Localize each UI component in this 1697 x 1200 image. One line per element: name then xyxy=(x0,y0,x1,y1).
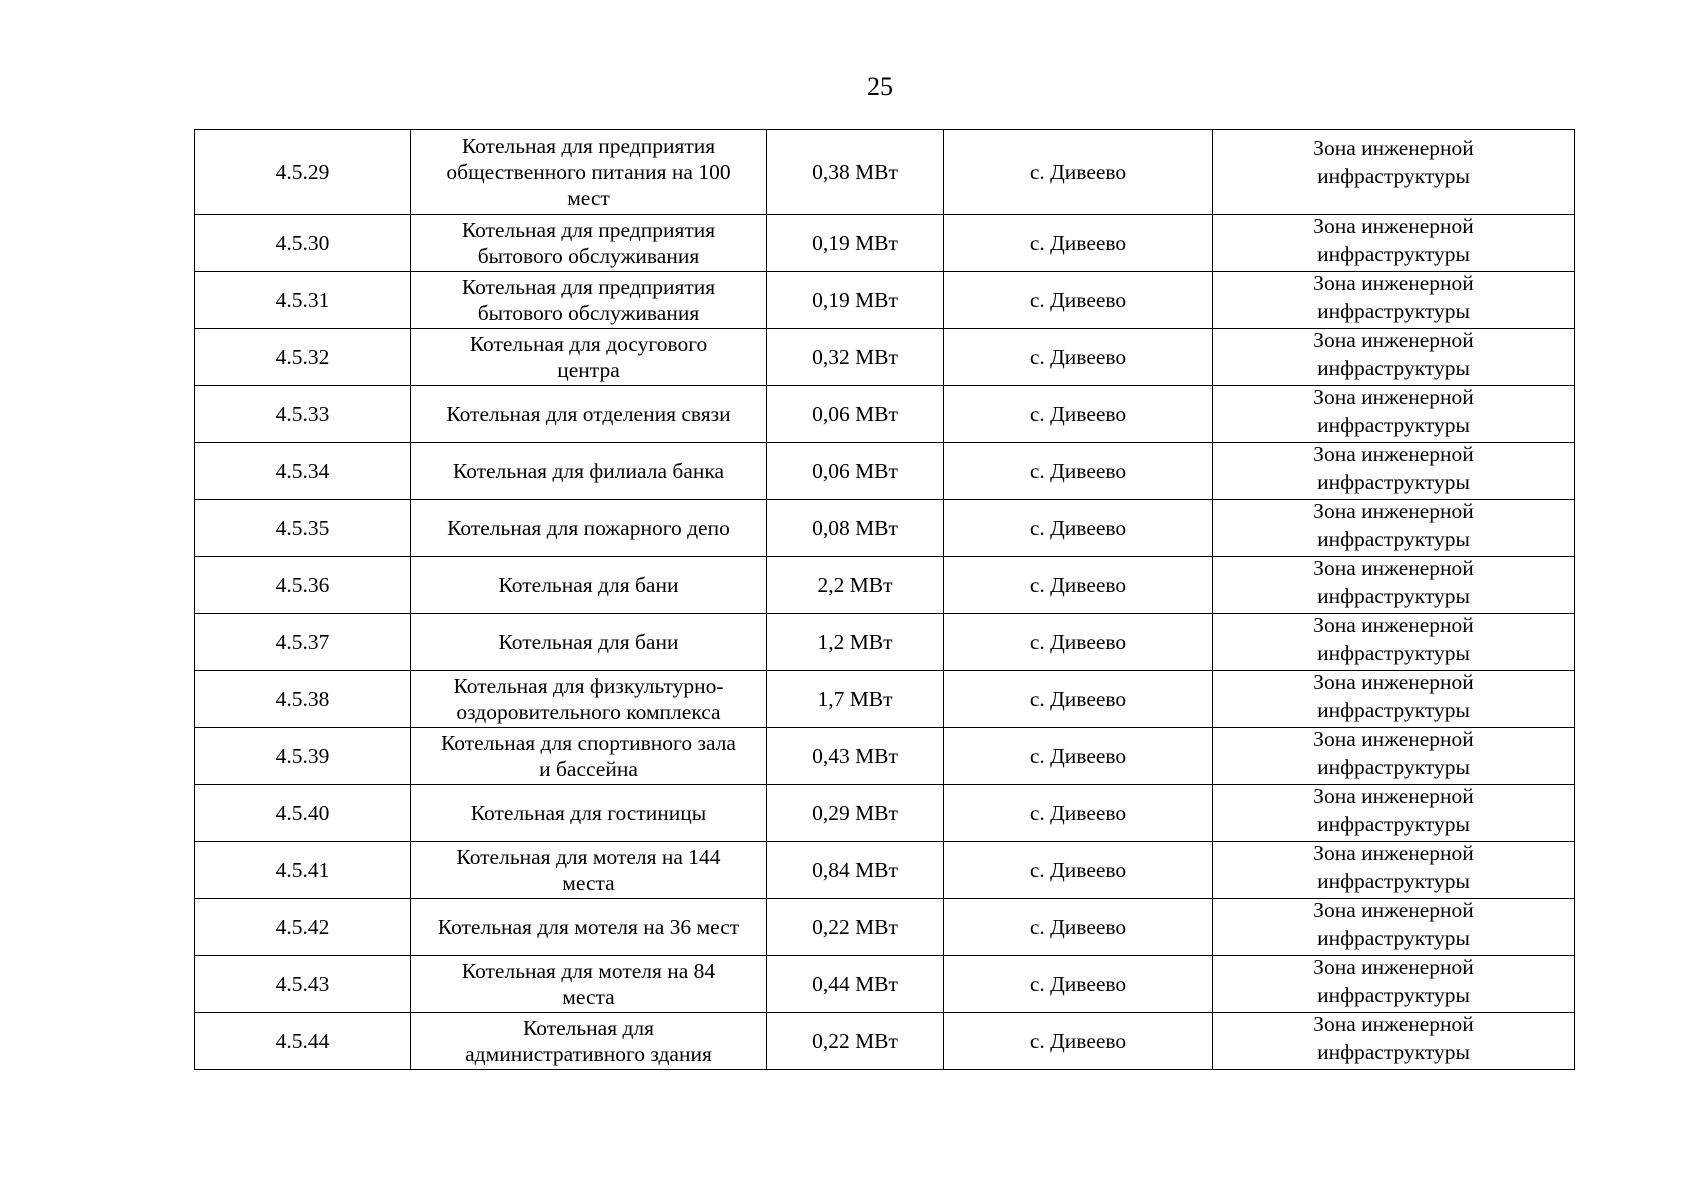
facility-name xyxy=(411,130,767,215)
zone xyxy=(1213,614,1575,671)
facility-name xyxy=(411,956,767,1013)
power-value: 0,22 МВт xyxy=(767,899,944,956)
facility-name-text: Котельная для филиала банка xyxy=(452,459,725,483)
facility-name-text: Котельная для физкультурно- оздоровительного комплекса xyxy=(453,674,724,724)
facility-name-text: Котельная для предприятия бытового обслуживания xyxy=(461,275,716,325)
zone-text: Зона инженерной инфраструктуры xyxy=(1313,328,1474,380)
zone-text: Зона инженерной инфраструктуры xyxy=(1313,385,1474,437)
facility-name xyxy=(411,386,767,443)
zone xyxy=(1213,899,1575,956)
facilities-table xyxy=(194,129,1575,1070)
row-id: 4.5.33 xyxy=(195,386,411,443)
zone-text: Зона инженерной инфраструктуры xyxy=(1313,1012,1474,1064)
power-value: 0,32 МВт xyxy=(767,329,944,386)
zone xyxy=(1213,671,1575,728)
facility-name xyxy=(411,728,767,785)
power-value: 0,43 МВт xyxy=(767,728,944,785)
row-id: 4.5.29 xyxy=(195,130,411,215)
zone-text: Зона инженерной инфраструктуры xyxy=(1313,214,1474,266)
row-id: 4.5.40 xyxy=(195,785,411,842)
power-value: 0,44 МВт xyxy=(767,956,944,1013)
row-id: 4.5.38 xyxy=(195,671,411,728)
row-id: 4.5.39 xyxy=(195,728,411,785)
table-row xyxy=(195,130,1575,215)
location: с. Дивеево xyxy=(944,557,1213,614)
table-row xyxy=(195,785,1575,842)
facility-name-text: Котельная для пожарного депо xyxy=(447,516,730,540)
facility-name xyxy=(411,500,767,557)
location: с. Дивеево xyxy=(944,785,1213,842)
power-value: 0,22 МВт xyxy=(767,1013,944,1070)
facility-name xyxy=(411,842,767,899)
table-row xyxy=(195,671,1575,728)
zone-text: Зона инженерной инфраструктуры xyxy=(1313,841,1474,893)
zone xyxy=(1213,272,1575,329)
location: с. Дивеево xyxy=(944,500,1213,557)
facility-name xyxy=(411,215,767,272)
power-value: 1,2 МВт xyxy=(767,614,944,671)
facility-name-text: Котельная для спортивного зала и бассейна xyxy=(441,731,736,781)
table-row xyxy=(195,386,1575,443)
power-value: 0,19 МВт xyxy=(767,272,944,329)
location: с. Дивеево xyxy=(944,842,1213,899)
facility-name-text: Котельная для бани xyxy=(498,630,679,654)
facility-name-text: Котельная для предприятия бытового обслуживания xyxy=(461,218,716,268)
facility-name-text: Котельная для мотеля на 144 места xyxy=(456,845,721,895)
facility-name-text: Котельная для мотеля на 36 мест xyxy=(437,915,740,939)
zone xyxy=(1213,329,1575,386)
row-id: 4.5.44 xyxy=(195,1013,411,1070)
facility-name-text: Котельная для административного здания xyxy=(465,1016,712,1066)
table-row xyxy=(195,899,1575,956)
row-id: 4.5.31 xyxy=(195,272,411,329)
row-id: 4.5.43 xyxy=(195,956,411,1013)
table-row xyxy=(195,728,1575,785)
table-row xyxy=(195,557,1575,614)
facility-name-text: Котельная для мотеля на 84 места xyxy=(461,959,716,1009)
zone-text: Зона инженерной инфраструктуры xyxy=(1313,955,1474,1007)
table-row xyxy=(195,443,1575,500)
facility-name xyxy=(411,557,767,614)
facility-name-text: Котельная для гостиницы xyxy=(470,801,707,825)
row-id: 4.5.36 xyxy=(195,557,411,614)
table-row xyxy=(195,842,1575,899)
zone xyxy=(1213,500,1575,557)
table-row xyxy=(195,956,1575,1013)
table-row xyxy=(195,614,1575,671)
facility-name-text: Котельная для досугового центра xyxy=(469,332,708,382)
facility-name xyxy=(411,329,767,386)
row-id: 4.5.42 xyxy=(195,899,411,956)
zone-text: Зона инженерной инфраструктуры xyxy=(1313,442,1474,494)
page-number: 25 xyxy=(867,72,893,101)
table-row xyxy=(195,329,1575,386)
location: с. Дивеево xyxy=(944,386,1213,443)
zone xyxy=(1213,386,1575,443)
facility-name-text: Котельная для бани xyxy=(498,573,679,597)
power-value: 2,2 МВт xyxy=(767,557,944,614)
zone xyxy=(1213,785,1575,842)
power-value: 0,06 МВт xyxy=(767,386,944,443)
facility-name-text: Котельная для предприятия общественного питания на 100 мест xyxy=(446,134,731,210)
zone-text: Зона инженерной инфраструктуры xyxy=(1313,670,1474,722)
zone xyxy=(1213,842,1575,899)
location: с. Дивеево xyxy=(944,614,1213,671)
row-id: 4.5.30 xyxy=(195,215,411,272)
power-value: 1,7 МВт xyxy=(767,671,944,728)
zone-text: Зона инженерной инфраструктуры xyxy=(1313,136,1474,188)
power-value: 0,19 МВт xyxy=(767,215,944,272)
zone xyxy=(1213,443,1575,500)
location: с. Дивеево xyxy=(944,671,1213,728)
row-id: 4.5.32 xyxy=(195,329,411,386)
facility-name xyxy=(411,1013,767,1070)
row-id: 4.5.41 xyxy=(195,842,411,899)
location: с. Дивеево xyxy=(944,1013,1213,1070)
zone-text: Зона инженерной инфраструктуры xyxy=(1313,499,1474,551)
table-row xyxy=(195,500,1575,557)
table-row xyxy=(195,1013,1575,1070)
zone xyxy=(1213,215,1575,272)
row-id: 4.5.35 xyxy=(195,500,411,557)
facility-name xyxy=(411,614,767,671)
location: с. Дивеево xyxy=(944,443,1213,500)
facility-name xyxy=(411,671,767,728)
zone-text: Зона инженерной инфраструктуры xyxy=(1313,613,1474,665)
zone xyxy=(1213,1013,1575,1070)
power-value: 0,29 МВт xyxy=(767,785,944,842)
power-value: 0,84 МВт xyxy=(767,842,944,899)
power-value: 0,38 МВт xyxy=(767,130,944,215)
zone-text: Зона инженерной инфраструктуры xyxy=(1313,898,1474,950)
facility-name xyxy=(411,272,767,329)
facility-name-text: Котельная для отделения связи xyxy=(446,402,731,426)
row-id: 4.5.37 xyxy=(195,614,411,671)
location: с. Дивеево xyxy=(944,956,1213,1013)
location: с. Дивеево xyxy=(944,728,1213,785)
zone-text: Зона инженерной инфраструктуры xyxy=(1313,556,1474,608)
zone xyxy=(1213,557,1575,614)
location: с. Дивеево xyxy=(944,130,1213,215)
table-row xyxy=(195,272,1575,329)
zone-text: Зона инженерной инфраструктуры xyxy=(1313,784,1474,836)
location: с. Дивеево xyxy=(944,899,1213,956)
zone xyxy=(1213,130,1575,215)
zone-text: Зона инженерной инфраструктуры xyxy=(1313,271,1474,323)
location: с. Дивеево xyxy=(944,329,1213,386)
zone xyxy=(1213,728,1575,785)
facility-name xyxy=(411,899,767,956)
power-value: 0,06 МВт xyxy=(767,443,944,500)
location: с. Дивеево xyxy=(944,272,1213,329)
table-row xyxy=(195,215,1575,272)
facility-name xyxy=(411,785,767,842)
row-id: 4.5.34 xyxy=(195,443,411,500)
zone xyxy=(1213,956,1575,1013)
power-value: 0,08 МВт xyxy=(767,500,944,557)
facility-name xyxy=(411,443,767,500)
location: с. Дивеево xyxy=(944,215,1213,272)
zone-text: Зона инженерной инфраструктуры xyxy=(1313,727,1474,779)
